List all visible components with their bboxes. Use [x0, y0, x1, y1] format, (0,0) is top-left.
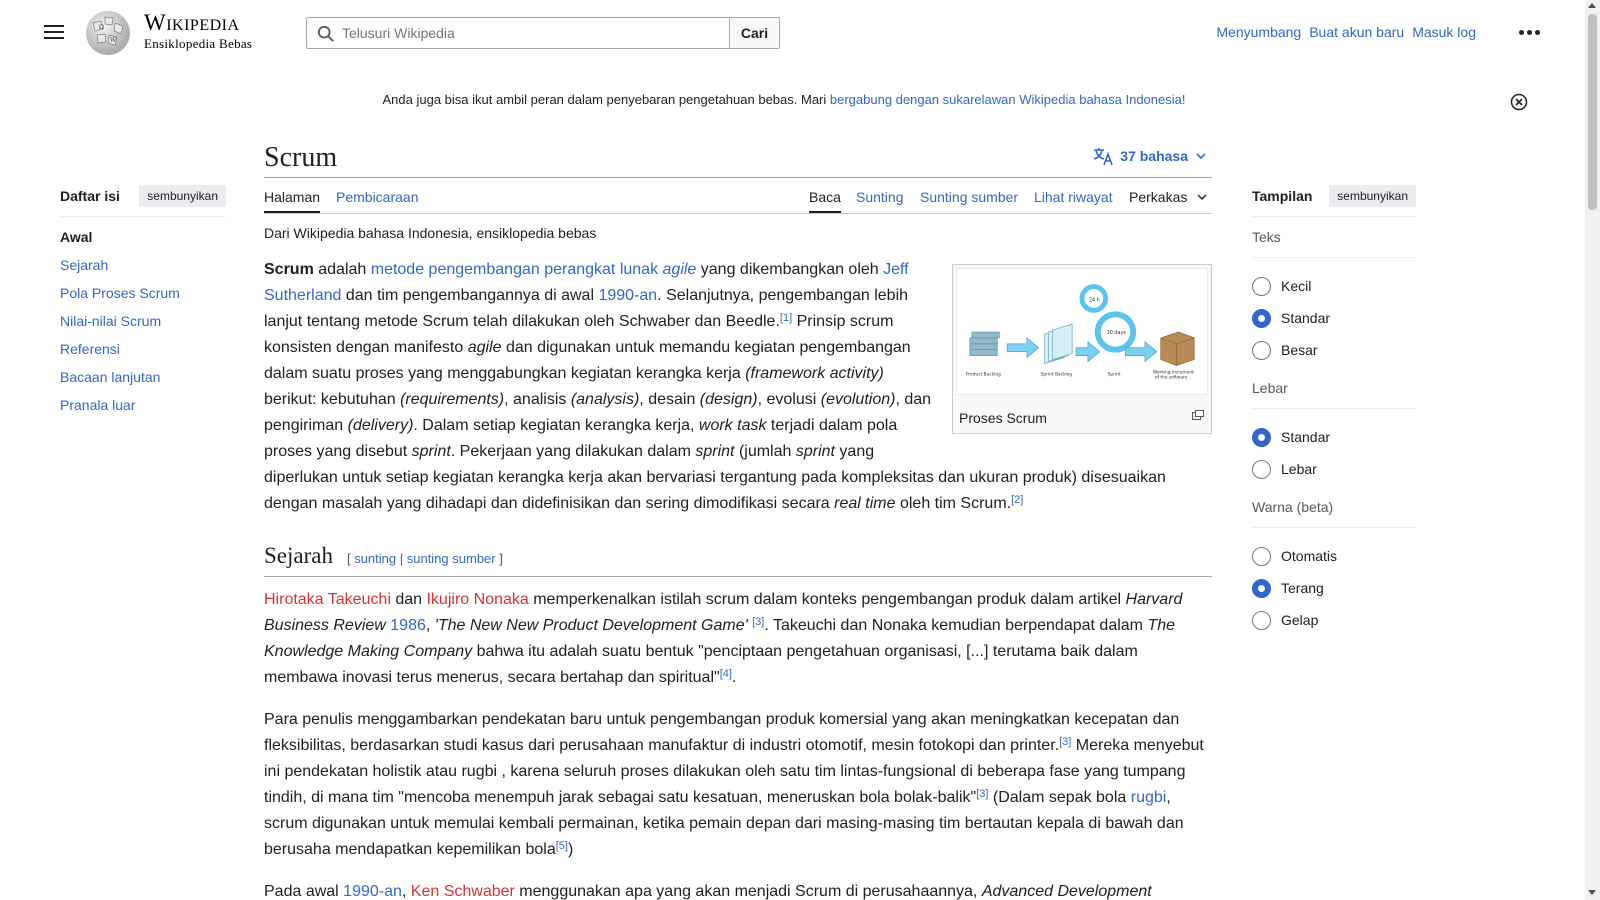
- scrollbar-thumb[interactable]: [1588, 14, 1597, 210]
- sejarah-paragraph-2: Para penulis menggambarkan pendekatan baru untuk pengembangan produk komersial yang akan meningkatkan kecepatan dan fleksibilitas, berdasarkan studi kasus dari perusahaan manufaktur di industri otomotif, mesin fotokopi dan printer.[3] Mereka menyebut ini pendekatan holistik atau rugbi , karena seluruh proses dilakukan oleh satu tim lintas-fungsional di beberapa fase yang tumpang tindih, di mana tim "mencoba menempuh jarak sebagai satu kesatuan, meneruskan bola bolak-balik"[3] (Dalam sepak bola rugbi, scrum digunakan untuk memulai kembali permainan, ketika pemain depan dari masing-masing tim bertautan kepala di bawah dan berusaha mendapatkan kepemilikan bola[5]): [264, 711, 1204, 858]
- logo-wordmark[interactable]: Wikipedia: [144, 10, 240, 35]
- radio-color-otomatis[interactable]: Otomatis: [1252, 540, 1416, 572]
- radio-button[interactable]: [1252, 611, 1271, 630]
- radio-button-selected[interactable]: [1252, 428, 1271, 447]
- search-icon: [317, 25, 335, 43]
- main-content: [264, 140, 1212, 900]
- translate-icon: [1092, 146, 1114, 166]
- more-options-icon[interactable]: [1517, 22, 1541, 42]
- radio-width-lebar[interactable]: Lebar: [1252, 453, 1416, 485]
- page-scrollbar[interactable]: [1585, 0, 1600, 900]
- radio-color-terang[interactable]: Terang: [1252, 572, 1416, 604]
- radio-button-selected[interactable]: [1252, 309, 1271, 328]
- search-box: [306, 17, 730, 49]
- edit-section-link[interactable]: sunting: [354, 551, 397, 566]
- site-notice-text: Anda juga bisa ikut ambil peran dalam penyebaran pengetahuan bebas. Mari: [382, 92, 830, 107]
- radio-text-besar[interactable]: Besar: [1252, 334, 1416, 366]
- chevron-down-icon: [1194, 151, 1208, 161]
- link-jeff-sutherland[interactable]: Jeff Sutherland: [264, 261, 909, 304]
- radio-width-standar[interactable]: Standar: [1252, 421, 1416, 453]
- svg-text:W: W: [110, 37, 117, 44]
- toc-item-pranala[interactable]: Pranala luar: [60, 397, 136, 413]
- language-button[interactable]: [1092, 146, 1208, 166]
- ref-3a[interactable]: [3]: [1059, 736, 1072, 748]
- toc-item-awal[interactable]: Awal: [60, 229, 93, 245]
- page-title: Scrum: [264, 142, 338, 173]
- tab-lihat-riwayat[interactable]: Lihat riwayat: [1034, 189, 1113, 205]
- figure-label-sprint: Sprint: [1107, 372, 1121, 378]
- search-button[interactable]: Cari: [729, 17, 780, 49]
- ref-3b[interactable]: [3]: [976, 788, 989, 800]
- svg-text:Ω: Ω: [99, 24, 104, 31]
- toc-hide-button[interactable]: sembunyikan: [139, 185, 226, 207]
- link-hirotaka-takeuchi[interactable]: Hirotaka Takeuchi: [264, 591, 391, 608]
- tagline: Dari Wikipedia bahasa Indonesia, ensiklopedia bebas: [264, 225, 597, 241]
- link-metode[interactable]: metode pengembangan perangkat lunak: [370, 261, 663, 278]
- toc-item-nilai[interactable]: Nilai-nilai Scrum: [60, 313, 162, 329]
- scroll-down-arrow-icon[interactable]: [1588, 890, 1596, 895]
- ref-2[interactable]: [2]: [1011, 494, 1024, 506]
- ref-4[interactable]: [4]: [719, 668, 732, 680]
- radio-color-gelap[interactable]: Gelap: [1252, 604, 1416, 636]
- toc-item-sejarah[interactable]: Sejarah: [60, 257, 109, 273]
- site-header: [0, 0, 1568, 64]
- color-label: Warna (beta): [1252, 499, 1334, 515]
- section-edit-links: [ sunting | sunting sumber ]: [346, 551, 503, 566]
- radio-button[interactable]: [1252, 341, 1271, 360]
- figure-label-product-backlog: Product Backlog: [965, 372, 1001, 378]
- link-1986[interactable]: 1986: [390, 617, 426, 634]
- scroll-up-arrow-icon[interactable]: [1588, 3, 1596, 8]
- figure-scrum-process: [952, 264, 1212, 434]
- scrum-process-image[interactable]: [956, 268, 1208, 395]
- main-menu-icon[interactable]: [40, 20, 68, 44]
- link-ken-schwaber[interactable]: Ken Schwaber: [410, 883, 515, 900]
- tab-sunting-sumber[interactable]: Sunting sumber: [920, 189, 1019, 205]
- figure-label-sprint-backlog: Sprint Backlog: [1040, 372, 1073, 378]
- link-1990an[interactable]: 1990-an: [598, 287, 658, 304]
- link-1990an-2[interactable]: 1990-an: [343, 883, 402, 900]
- user-links: [1216, 24, 1476, 40]
- ref-1[interactable]: [1]: [779, 312, 793, 324]
- bold-scrum: Scrum: [264, 261, 314, 278]
- width-label: Lebar: [1252, 380, 1288, 396]
- radio-text-standar[interactable]: Standar: [1252, 302, 1416, 334]
- language-count: 37 bahasa: [1120, 148, 1188, 164]
- link-agile[interactable]: agile: [662, 261, 697, 278]
- table-of-contents: [60, 184, 226, 423]
- appearance-title: Tampilan: [1252, 188, 1313, 204]
- appearance-panel: [1252, 184, 1416, 636]
- radio-button[interactable]: [1252, 460, 1271, 479]
- toc-item-pola-proses[interactable]: Pola Proses Scrum: [60, 285, 180, 301]
- section-heading-sejarah: [264, 543, 1212, 577]
- radio-button[interactable]: [1252, 547, 1271, 566]
- appearance-hide-button[interactable]: sembunyikan: [1329, 185, 1416, 207]
- sejarah-paragraph-3: Pada awal 1990-an, Ken Schwaber menggunakan apa yang akan menjadi Scrum di perusahaannya, Advanced Development: [264, 883, 1152, 900]
- figure-label-24h: 24 h: [1088, 297, 1100, 304]
- text-size-label: Teks: [1252, 229, 1281, 245]
- toc-title: Daftar isi: [60, 188, 120, 204]
- intro-paragraph: Scrum adalah metode pengembangan perangkat lunak agile yang dikembangkan oleh Jeff Sutherland dan tim pengembangannya di awal 1990-an. Selanjutnya, pengembangan lebih lanjut tentang metode Scrum telah dilakukan oleh Schwaber dan Beedle.[1] Prinsip scrum konsisten dengan manifesto agile dan digunakan untuk memandu kegiatan pengembangan dalam suatu proses yang menggabungkan kegiatan kerangka kerja (framework activity) berikut: kebutuhan (requirements), analisis (analysis), desain (design), evolusi (evolution), dan pengiriman (delivery). Dalam setiap kegiatan kerangka kerja, work task terjadi dalam pola proses yang disebut sprint. Pekerjaan yang dilakukan dalam sprint (jumlah sprint yang diperlukan untuk setiap kegiatan kerangka kerja akan bervariasi tergantung pada kompleksitas dan ukuran produk) disesuaikan dengan masalah yang dihadapi dan didefinisikan dan sering dimodifikasi secara real time oleh tim Scrum.[2]: [264, 261, 1166, 512]
- section-title-sejarah: Sejarah: [264, 543, 333, 568]
- figure-label-working-increment: Working increment: [1152, 370, 1194, 376]
- close-icon[interactable]: [1510, 93, 1528, 111]
- radio-button-selected[interactable]: [1252, 579, 1271, 598]
- radio-text-kecil[interactable]: Kecil: [1252, 270, 1416, 302]
- ref-5[interactable]: [5]: [555, 840, 568, 852]
- tab-sunting[interactable]: Sunting: [856, 189, 904, 205]
- ref-3[interactable]: [3]: [752, 616, 765, 628]
- tab-baca[interactable]: Baca: [809, 189, 841, 213]
- tab-halaman[interactable]: Halaman: [264, 189, 320, 213]
- enlarge-icon[interactable]: [1192, 410, 1204, 420]
- link-ikujiro-nonaka[interactable]: Ikujiro Nonaka: [426, 591, 529, 608]
- figure-label-of-software: of the software: [1154, 375, 1188, 381]
- page-tabs: [264, 178, 1212, 214]
- figure-caption: Proses Scrum: [959, 410, 1047, 426]
- sejarah-paragraph-1: Hirotaka Takeuchi dan Ikujiro Nonaka memperkenalkan istilah scrum dalam konteks pengembangan produk dalam artikel Harvard Business Review 1986, 'The New New Product Development Game' [3]. Takeuchi dan Nonaka kemudian berpendapat dalam The Knowledge Making Company bahwa itu adalah suatu bentuk "penciptaan pengetahuan organisasi, [...] terutama baik dalam membawa inovasi terus menerus, secara bertahap dan spiritual"[4].: [264, 591, 1183, 686]
- site-notice: [0, 92, 1568, 107]
- link-rugbi[interactable]: rugbi: [1130, 789, 1167, 806]
- edit-source-section-link[interactable]: sunting sumber: [406, 551, 496, 566]
- chevron-down-icon: [1195, 192, 1209, 202]
- figure-label-30days: 30 days: [1106, 329, 1126, 336]
- tools-menu[interactable]: [1129, 189, 1209, 205]
- create-account-link[interactable]: Buat akun baru: [1309, 24, 1405, 40]
- toc-item-referensi[interactable]: Referensi: [60, 341, 120, 357]
- site-notice-link[interactable]: bergabung dengan sukarelawan Wikipedia bahasa Indonesia!: [829, 92, 1186, 107]
- tools-label: Perkakas: [1129, 189, 1188, 205]
- wikipedia-globe-logo[interactable]: [83, 9, 133, 57]
- search-input[interactable]: [307, 18, 729, 48]
- tab-pembicaraan[interactable]: Pembicaraan: [336, 189, 419, 205]
- toc-item-bacaan[interactable]: Bacaan lanjutan: [60, 369, 161, 385]
- logo-tagline: Ensiklopedia Bebas: [144, 36, 253, 51]
- donate-link[interactable]: Menyumbang: [1216, 24, 1302, 40]
- login-link[interactable]: Masuk log: [1412, 24, 1476, 40]
- radio-button[interactable]: [1252, 277, 1271, 296]
